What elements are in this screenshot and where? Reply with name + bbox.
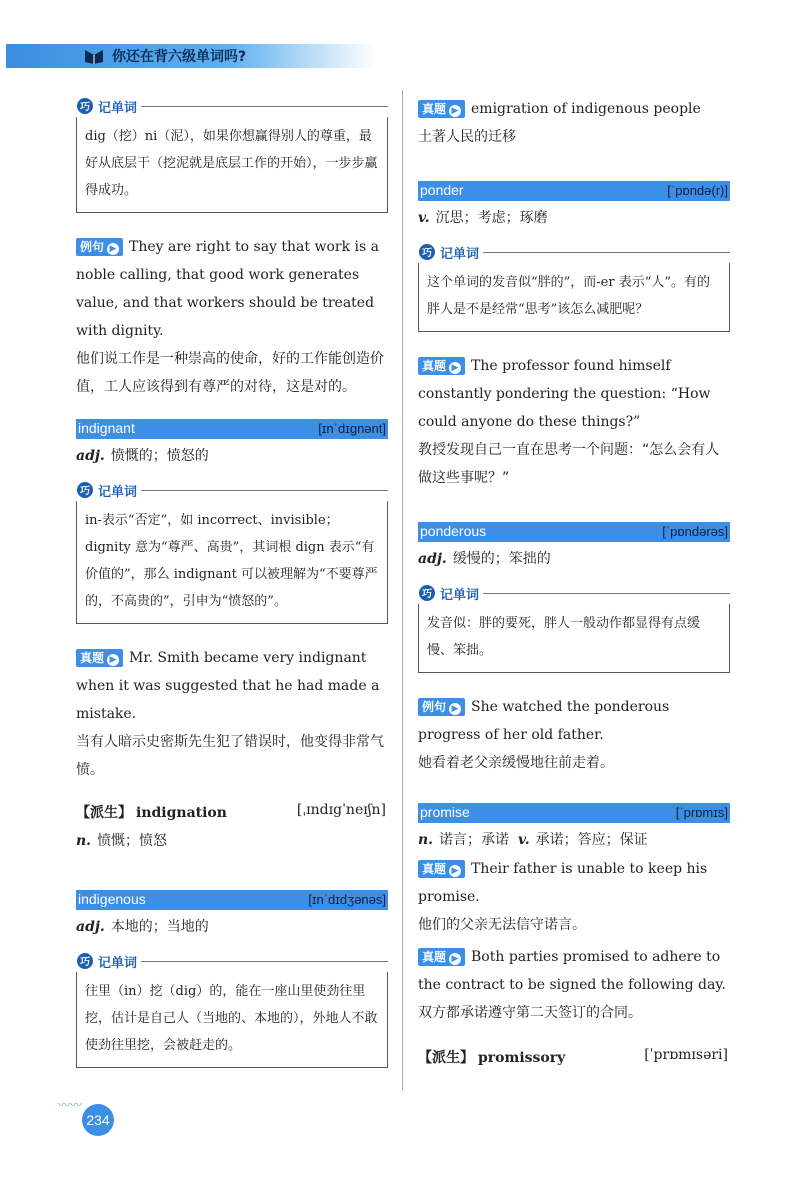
derivative-word: promissory [478, 1050, 566, 1066]
arrow-icon: ▶ [449, 703, 461, 715]
header-title: 你还在背六级单词吗? [112, 49, 247, 65]
example-zh: 她看着老父亲缓慢地往前走着。 [418, 755, 614, 771]
memo-box [76, 950, 388, 1068]
definition: adj. 愤慨的；愤怒的 [76, 448, 209, 464]
definition: adj. 缓慢的；笨拙的 [418, 551, 551, 567]
definition: v. 沉思；考虑；琢磨 [418, 210, 548, 226]
memo-label: 记单词 [98, 955, 138, 971]
svg-text:巧: 巧 [80, 486, 90, 497]
example-en: emigration of indigenous people [471, 101, 701, 117]
example-zh: 他们的父亲无法信守诺言。 [418, 917, 586, 933]
memo-box [418, 582, 730, 673]
column-divider [402, 90, 403, 1090]
memo-box [418, 241, 730, 332]
exam-sentence [418, 943, 730, 1027]
exam-tag: 真题 ▶ [418, 948, 465, 966]
memo-icon [76, 97, 94, 115]
entry-bar-indigenous [76, 890, 388, 910]
example-sentence [76, 233, 388, 401]
arrow-icon: ▶ [107, 243, 119, 255]
example-zh: 双方都承诺遵守第二天签订的合同。 [418, 1005, 642, 1021]
example-en: Both parties promised to adhere to the contract to be signed the following day. [418, 949, 726, 993]
headword: ponder [420, 182, 464, 198]
exam-sentence [418, 855, 730, 939]
exam-tag: 真题 ▶ [418, 100, 465, 118]
example-zh: 当有人暗示史密斯先生犯了错误时，他变得非常气愤。 [76, 734, 384, 778]
page-number: 234 [82, 1104, 114, 1136]
memo-box [76, 95, 388, 213]
arrow-icon: ▶ [449, 953, 461, 965]
example-zh: 教授发现自己一直在思考一个问题：“怎么会有人做这些事呢？” [418, 442, 720, 486]
arrow-icon: ▶ [449, 362, 461, 374]
derivative-indignation: 【派生】 indignation [ˌɪndɪgˈneɪʃn] [76, 802, 386, 821]
memo-icon [418, 243, 436, 261]
left-column [76, 95, 388, 1088]
svg-text:巧: 巧 [422, 589, 432, 600]
birds-icon: 〰〰 [58, 1098, 83, 1112]
entry-bar-promise [418, 803, 730, 823]
exam-tag: 真题 ▶ [76, 649, 123, 667]
phonetic: [ˈprɒmɪs] [675, 805, 728, 820]
memo-label: 记单词 [440, 587, 480, 603]
entry-bar-indignant [76, 419, 388, 439]
memo-icon [418, 584, 436, 602]
svg-text:巧: 巧 [422, 248, 432, 259]
memo-text: 发音似：胖的要死，胖人一般动作都显得有点缓慢、笨拙。 [418, 604, 730, 673]
memo-label: 记单词 [98, 100, 138, 116]
example-zh: 土著人民的迁移 [418, 129, 516, 145]
phonetic: [ˈpɒndə(r)] [667, 183, 728, 198]
phonetic: [ˌɪndɪgˈneɪʃn] [296, 802, 386, 818]
memo-label: 记单词 [98, 484, 138, 500]
right-column [418, 95, 730, 1075]
memo-box [76, 479, 388, 624]
definition: n. 愤慨；愤怒 [76, 833, 168, 849]
example-en: Mr. Smith became very indignant when it was suggested that he had made a mistake. [76, 650, 380, 722]
derivative-word: indignation [136, 805, 227, 821]
headword: ponderous [420, 523, 487, 539]
example-sentence [418, 693, 730, 777]
definition: adj. 本地的；当地的 [76, 919, 209, 935]
example-tag: 例句 ▶ [418, 698, 465, 716]
headword: indignant [78, 420, 135, 436]
entry-bar-ponderous [418, 522, 730, 542]
arrow-icon: ▶ [107, 654, 119, 666]
example-en: The professor found himself constantly pondering the question: “How could anyone do these things?” [418, 358, 711, 430]
example-zh: 他们说工作是一种崇高的使命，好的工作能创造价值，工人应该得到有尊严的对待，这是对的。 [76, 351, 384, 395]
phonetic: [ɪnˈdɪdʒənəs] [308, 892, 386, 907]
memo-text: 往里（in）挖（dig）的，能在一座山里使劲往里挖，估计是自己人（当地的、本地的），外地人不敢使劲往里挖，会被赶走的。 [76, 972, 388, 1068]
exam-sentence [418, 352, 730, 492]
memo-icon [76, 481, 94, 499]
exam-sentence [418, 95, 730, 151]
example-en: She watched the ponderous progress of her old father. [418, 699, 670, 743]
example-en: They are right to say that work is a noble calling, that good work generates value, and that workers should be treated with dignity. [76, 239, 379, 339]
example-tag: 例句 ▶ [76, 238, 123, 256]
example-en: Their father is unable to keep his promise. [418, 861, 708, 905]
entry-bar-ponder [418, 181, 730, 201]
svg-text:巧: 巧 [80, 957, 90, 968]
svg-text:巧: 巧 [80, 102, 90, 113]
memo-icon [76, 952, 94, 970]
memo-label: 记单词 [440, 246, 480, 262]
exam-sentence [76, 644, 388, 784]
phonetic: [ˈpɒndərəs] [662, 524, 728, 539]
definition: n. 诺言；承诺 v. 承诺；答应；保证 [418, 832, 648, 848]
arrow-icon: ▶ [449, 865, 461, 877]
running-header [6, 44, 376, 68]
phonetic: [ˈprɒmɪsəri] [644, 1047, 728, 1063]
memo-text: dig（挖）ni（泥），如果你想赢得别人的尊重，最好从底层干（挖泥就是底层工作的开始），一步步赢得成功。 [76, 117, 388, 213]
memo-text: in-表示“否定”，如 incorrect、invisible；dignity 意为“尊严、高贵”，其词根 dign 表示“有价值的”，那么 indignant 可以被理解为“不要尊严的，不高贵的”，引申为“愤怒的”。 [76, 501, 388, 624]
phonetic: [ɪnˈdɪgnənt] [318, 421, 386, 436]
headword: indigenous [78, 891, 146, 907]
exam-tag: 真题 ▶ [418, 860, 465, 878]
headword: promise [420, 804, 470, 820]
arrow-icon: ▶ [449, 105, 461, 117]
derivative-promissory: 【派生】 promissory [ˈprɒmɪsəri] [418, 1047, 728, 1066]
memo-text: 这个单词的发音似“胖的”，而-er 表示“人”。有的胖人是不是经常“思考”该怎么减肥呢？ [418, 263, 730, 332]
exam-tag: 真题 ▶ [418, 357, 465, 375]
book-icon [84, 47, 104, 65]
